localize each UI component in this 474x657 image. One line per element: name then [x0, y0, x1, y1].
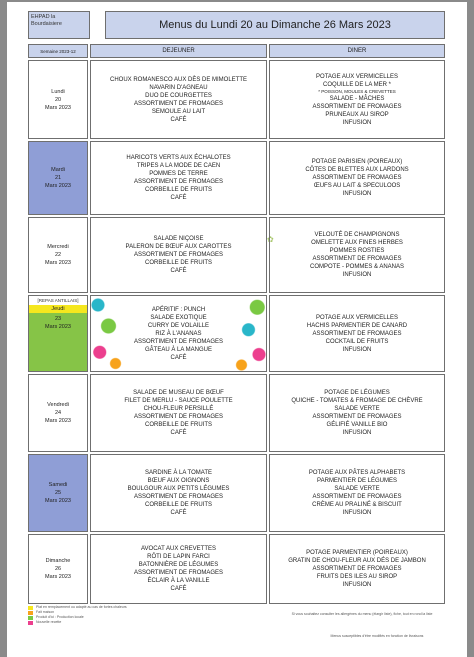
- dish: COCKTAIL DE FRUITS: [325, 338, 389, 345]
- diner-header: DINER: [269, 44, 445, 58]
- dish: GRATIN DE CHOU-FLEUR AUX DÉS DE JAMBON: [288, 558, 426, 564]
- legend: [28, 605, 178, 625]
- dish: APÉRITIF : PUNCH: [151, 306, 206, 313]
- day-month: Mars 2023: [45, 324, 71, 330]
- dish: GÂTEAU À LA MANGUE: [144, 346, 213, 353]
- diner-menu: [269, 60, 445, 139]
- legend-item: [28, 620, 178, 625]
- day-name: Dimanche: [45, 558, 71, 564]
- day-name: Samedi: [48, 482, 68, 488]
- dish: QUICHE - TOMATES & FROMAGE DE CHÈVRE: [291, 398, 423, 404]
- day-name: Jeudi: [29, 305, 87, 313]
- dish: CORBEILLE DE FRUITS: [144, 187, 212, 193]
- dish: COQUILLE DE LA MER *: [322, 81, 392, 88]
- dejeuner-menu: [90, 295, 267, 372]
- day-row-jeudi: [28, 295, 445, 372]
- dish: INFUSION: [342, 582, 372, 588]
- day-cell: [28, 141, 88, 215]
- dish: ASSORTIMENT DE FROMAGES: [133, 179, 224, 185]
- day-date-block: [29, 313, 87, 371]
- dish: CAFÉ: [170, 268, 187, 274]
- dish: SALADE - MÂCHES: [329, 95, 385, 102]
- dish: VELOUTÉ DE CHAMPIGNONS: [314, 232, 400, 238]
- dejeuner-header: DEJEUNER: [90, 44, 267, 58]
- dejeuner-menu: [90, 374, 267, 452]
- dish: CAFÉ: [170, 354, 187, 361]
- dish: CORBEILLE DE FRUITS: [144, 422, 212, 428]
- dish: POMMES ROSTIES: [329, 248, 385, 254]
- theme-banner: [REPAS ANTILLAIS]: [37, 298, 79, 303]
- dejeuner-menu: [90, 60, 267, 139]
- day-number: 25: [54, 490, 62, 496]
- legend-swatch: [28, 611, 33, 615]
- dish: CAFÉ: [170, 430, 187, 436]
- day-cell: [28, 217, 88, 293]
- day-month: Mars 2023: [45, 260, 71, 266]
- dejeuner-menu: [90, 534, 267, 604]
- dejeuner-menu: [90, 454, 267, 532]
- day-name: Vendredi: [47, 402, 69, 408]
- dish: ASSORTIMENT DE FROMAGES: [133, 414, 224, 420]
- dish: CAFÉ: [170, 195, 187, 201]
- day-name: Lundi: [51, 88, 65, 95]
- day-row-mardi: [28, 141, 445, 215]
- day-row-dimanche: [28, 534, 445, 604]
- dish: POTAGE DE LÉGUMES: [324, 390, 390, 396]
- dish: CRÈME AU PRALINÉ & BISCUIT: [312, 502, 402, 508]
- dish: POMMES DE TERRE: [149, 171, 208, 177]
- dish: RÔTI DE LAPIN FARCI: [147, 554, 210, 560]
- legend-label: Produit d'ici : Production locale: [36, 615, 84, 619]
- dish: HACHIS PARMENTIER DE CANARD: [306, 322, 408, 329]
- day-row-lundi: [28, 60, 445, 139]
- dish: ASSORTIMENT DE FROMAGES: [312, 414, 402, 420]
- day-number: 26: [54, 566, 62, 572]
- day-row-mercredi: [28, 217, 445, 293]
- dish: COMPOTE - POMMES & ANANAS: [309, 264, 404, 270]
- dish: INFUSION: [342, 430, 372, 436]
- day-number: 23: [54, 316, 62, 322]
- dish: ÉCLAIR À LA VANILLE: [147, 578, 210, 584]
- establishment-name: EHPAD la Bourdaisiere: [28, 11, 90, 39]
- dish: POTAGE AUX VERMICELLES: [316, 73, 398, 80]
- dish: ASSORTIMENT DE FROMAGES: [312, 494, 402, 500]
- dish: HARICOTS VERTS AUX ÉCHALOTES: [126, 155, 231, 161]
- dejeuner-menu: [90, 141, 267, 215]
- day-month: Mars 2023: [45, 574, 71, 580]
- day-cell: [28, 534, 88, 604]
- dish: AVOCAT AUX CREVETTES: [140, 546, 217, 552]
- day-cell: [28, 295, 88, 372]
- dish: FILET DE MERLU - SAUCE POULETTE: [124, 398, 233, 404]
- legend-label: Fait maison: [36, 610, 55, 614]
- dish: POTAGE AUX VERMICELLES: [316, 314, 398, 321]
- diner-menu: [269, 295, 445, 372]
- flower-icon: ✿: [267, 235, 274, 244]
- dish: BATONNIÈRE DE LÉGUMES: [138, 562, 219, 568]
- diner-menu: [269, 454, 445, 532]
- dish: OMELETTE AUX FINES HERBES: [311, 240, 403, 246]
- dish: ASSORTIMENT DE FROMAGES: [312, 103, 402, 110]
- legend-swatch: [28, 621, 33, 625]
- dish: ASSORTIMENT DE FROMAGES: [133, 100, 224, 107]
- dish: BŒUF AUX OIGNONS: [147, 478, 210, 484]
- dish: CAFÉ: [170, 586, 187, 592]
- day-row-vendredi: [28, 374, 445, 452]
- dish: CHOUX ROMANESCO AUX DÈS DE MIMOLETTE: [109, 76, 248, 83]
- dejeuner-menu: [90, 217, 267, 293]
- menu-sheet: [7, 2, 467, 657]
- day-cell: [28, 374, 88, 452]
- dish: CAFÉ: [170, 116, 187, 123]
- dish: ASSORTIMENT DE FROMAGES: [133, 252, 224, 258]
- day-month: Mars 2023: [45, 183, 71, 189]
- dish: INFUSION: [342, 191, 372, 197]
- dish: NAVARIN D'AGNEAU: [149, 84, 208, 91]
- diner-menu: [269, 534, 445, 604]
- dish: SALADE VERTE: [334, 486, 380, 492]
- day-month: Mars 2023: [45, 498, 71, 504]
- dish: SALADE DE MUSEAU DE BŒUF: [133, 390, 224, 396]
- dish: POTAGE AUX PÂTES ALPHABETS: [308, 470, 406, 476]
- day-name: Mercredi: [47, 244, 69, 250]
- dish: CORBEILLE DE FRUITS: [144, 502, 212, 508]
- dish: BOULGOUR AUX PETITS LÉGUMES: [127, 486, 230, 492]
- dish: INFUSION: [342, 272, 372, 278]
- dish: SEMOULE AU LAIT: [151, 108, 206, 115]
- day-month: Mars 2023: [45, 104, 71, 111]
- dish: ASSORTIMENT DE FROMAGES: [312, 256, 402, 262]
- dish: INFUSION: [342, 510, 372, 516]
- dish: ASSORTIMENT DE FROMAGES: [312, 566, 402, 572]
- dish: SARDINE À LA TOMATE: [144, 470, 213, 476]
- diner-menu: [269, 374, 445, 452]
- day-cell: [28, 60, 88, 139]
- dish: POTAGE PARMENTIER (POIREAUX): [306, 550, 408, 556]
- legend-label: Plat en remplacement ou adapté au cas de fortes chaleurs: [36, 605, 127, 609]
- dish: INFUSION: [342, 119, 372, 126]
- day-number: 24: [54, 410, 62, 416]
- dish: TRIPES A LA MODE DE CAEN: [136, 163, 221, 169]
- dish: CAFÉ: [170, 510, 187, 516]
- day-row-samedi: [28, 454, 445, 532]
- legend-label: Nouvelle recette: [36, 620, 62, 624]
- day-cell: [28, 454, 88, 532]
- diner-menu: [269, 141, 445, 215]
- dish: CHOU-FLEUR PERSILLÉ: [143, 406, 214, 412]
- dish: ASSORTIMENT DE FROMAGES: [133, 338, 224, 345]
- dish: GÉLIFIÉ VANILLE BIO: [326, 422, 388, 428]
- week-header: Semaine 2023-12: [28, 44, 88, 58]
- day-number: 20: [54, 96, 62, 103]
- diner-menu: [269, 217, 445, 293]
- dish: INFUSION: [342, 346, 372, 353]
- dish: CORBEILLE DE FRUITS: [144, 260, 212, 266]
- dish: RIZ À L'ANANAS: [155, 330, 202, 337]
- dish: ASSORTIMENT DE FROMAGES: [133, 494, 224, 500]
- dish: ASSORTIMENT DE FROMAGES: [312, 330, 402, 337]
- allergen-note: Si vous souhaitez consulter les allergènes du menu (élargir liste), fiche, tout en rond la liste: [291, 612, 433, 616]
- dish: PALERON DE BŒUF AUX CAROTTES: [125, 244, 232, 250]
- day-name: Mardi: [51, 167, 65, 173]
- day-month: Mars 2023: [45, 418, 71, 424]
- dish: CÔTES DE BLETTES AUX LARDONS: [305, 167, 409, 173]
- legend-swatch: [28, 616, 33, 620]
- dish: POTAGE PARISIEN (POIREAUX): [311, 159, 403, 165]
- dish: SALADE EXOTIQUE: [150, 314, 207, 321]
- legend-swatch: [28, 606, 33, 610]
- dish: DUO DE COURGETTES: [145, 92, 212, 99]
- dish-note: * POISSON, MOULES & CREVETTES: [318, 88, 396, 94]
- page-title: Menus du Lundi 20 au Dimanche 26 Mars 2023: [105, 11, 445, 39]
- dish: FRUITS DES ILES AU SIROP: [316, 574, 398, 580]
- dish: PRUNEAUX AU SIROP: [325, 111, 389, 118]
- day-number: 21: [54, 175, 62, 181]
- modification-note: Menus susceptibles d'être modifiés en fonction de livraisons: [330, 634, 424, 638]
- dish: SALADE NIÇOISE: [153, 236, 204, 242]
- dish: ASSORTIMENT DE FROMAGES: [312, 175, 402, 181]
- dish: PARMENTIER DE LÉGUMES: [317, 478, 397, 484]
- dish: SALADE VERTE: [334, 406, 380, 412]
- day-number: 22: [54, 252, 62, 258]
- dish: ŒUFS AU LAIT & SPECULOOS: [313, 183, 401, 189]
- dish: ASSORTIMENT DE FROMAGES: [133, 570, 224, 576]
- dish: CURRY DE VOLAILLE: [147, 322, 210, 329]
